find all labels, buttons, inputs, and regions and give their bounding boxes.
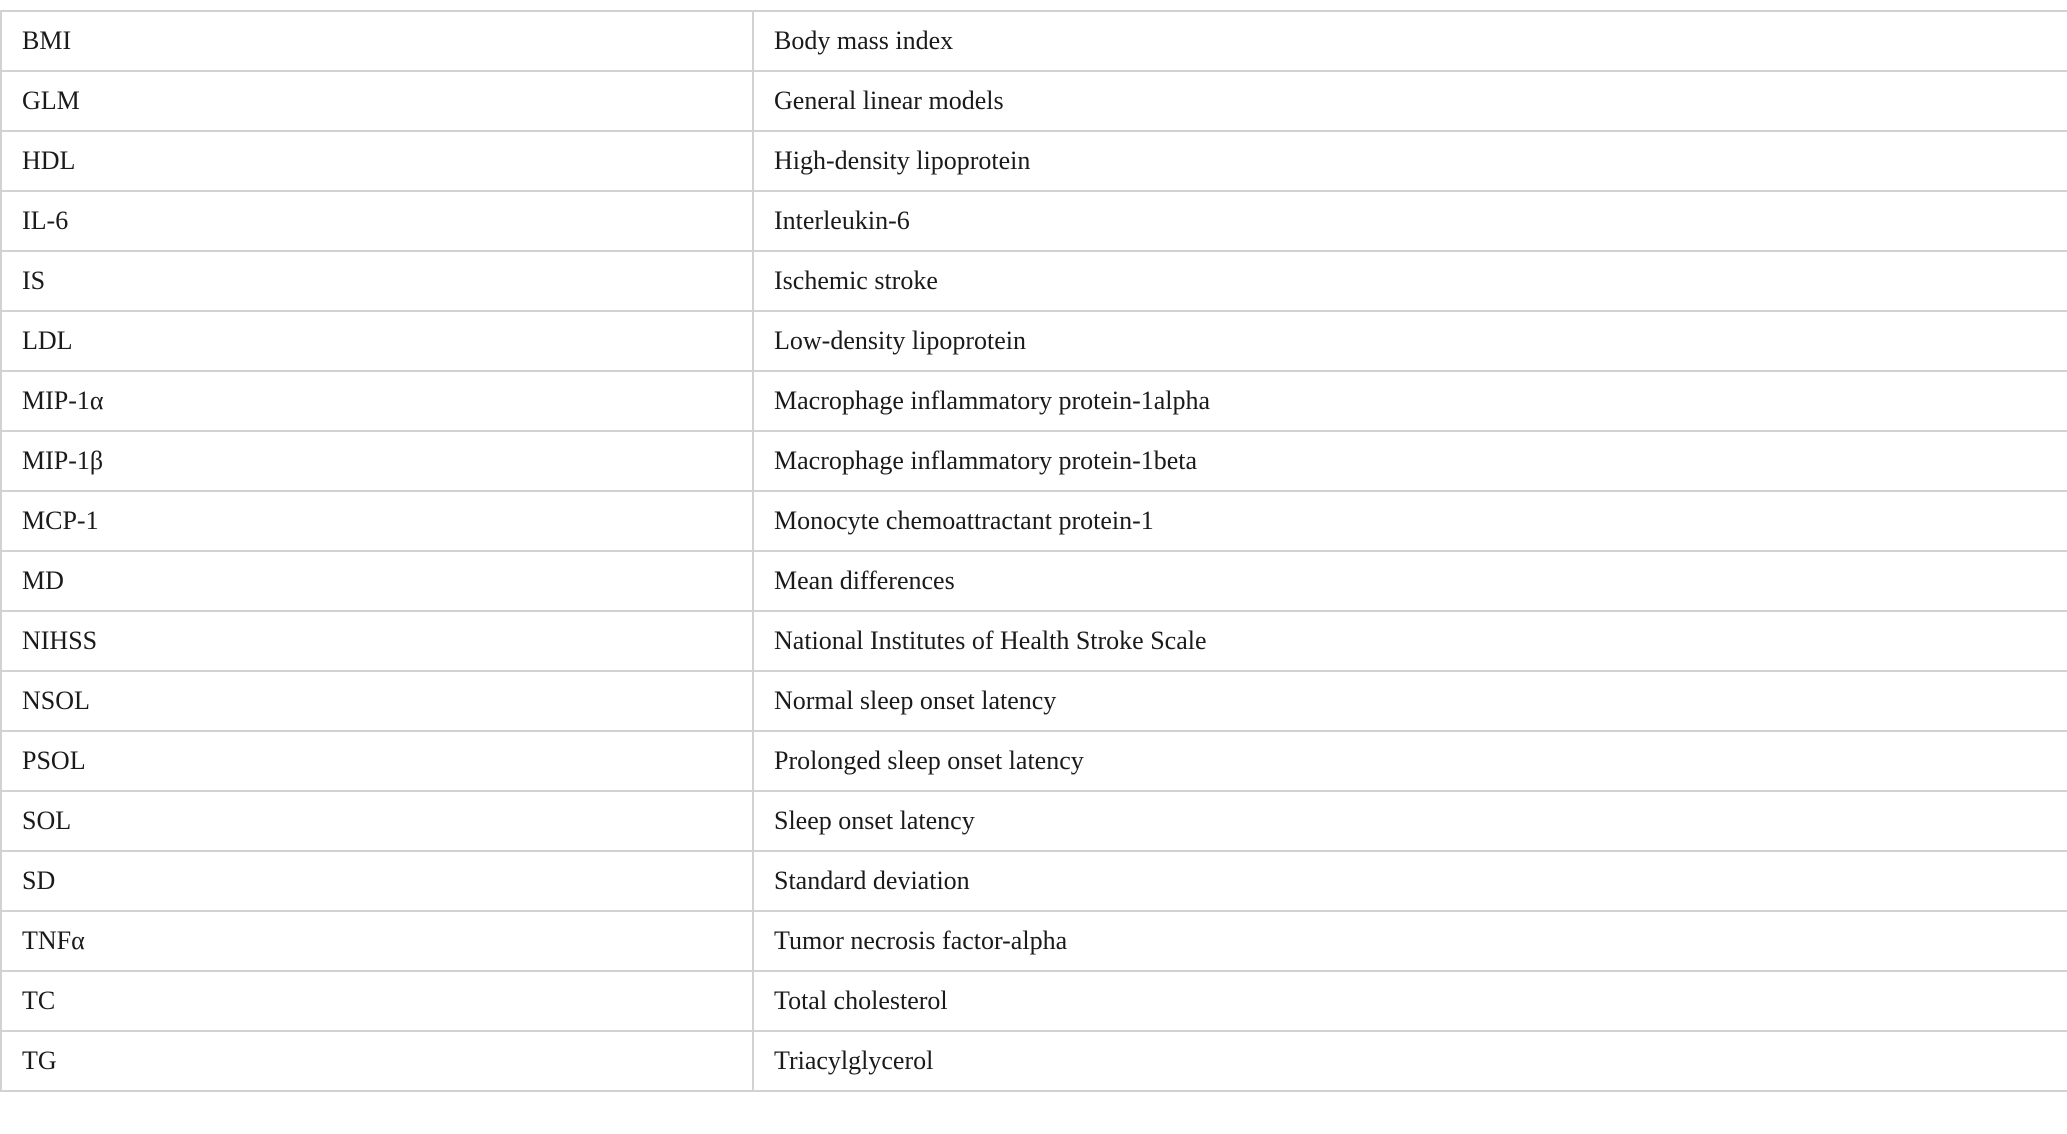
table-row [1, 671, 2067, 731]
table-row [1, 311, 2067, 371]
table-row [1, 611, 2067, 671]
abbreviation-cell: LDL [1, 311, 753, 371]
abbreviation-cell: TNFα [1, 911, 753, 971]
definition-cell: Interleukin-6 [753, 191, 2067, 251]
definition-cell: Total cholesterol [753, 971, 2067, 1031]
definition-cell: Standard deviation [753, 851, 2067, 911]
abbreviation-cell: IS [1, 251, 753, 311]
table-row [1, 251, 2067, 311]
definition-cell: Prolonged sleep onset latency [753, 731, 2067, 791]
abbreviation-cell: SD [1, 851, 753, 911]
definition-cell: Macrophage inflammatory protein-1beta [753, 431, 2067, 491]
definition-cell: General linear models [753, 71, 2067, 131]
definition-cell: Sleep onset latency [753, 791, 2067, 851]
table-row [1, 1031, 2067, 1091]
abbreviation-cell: SOL [1, 791, 753, 851]
abbreviation-cell: BMI [1, 11, 753, 71]
table-row [1, 71, 2067, 131]
definition-cell: Monocyte chemoattractant protein-1 [753, 491, 2067, 551]
table-row [1, 431, 2067, 491]
definition-cell: Ischemic stroke [753, 251, 2067, 311]
abbreviation-cell: PSOL [1, 731, 753, 791]
definition-cell: National Institutes of Health Stroke Scale [753, 611, 2067, 671]
abbreviation-cell: IL-6 [1, 191, 753, 251]
table-row [1, 11, 2067, 71]
definition-cell: Tumor necrosis factor-alpha [753, 911, 2067, 971]
abbreviation-cell: MD [1, 551, 753, 611]
abbreviation-cell: MIP-1β [1, 431, 753, 491]
abbreviation-cell: TC [1, 971, 753, 1031]
abbreviation-cell: HDL [1, 131, 753, 191]
abbreviations-table-container [0, 10, 2067, 1092]
definition-cell: Mean differences [753, 551, 2067, 611]
abbreviations-table-body [1, 11, 2067, 1091]
table-row [1, 551, 2067, 611]
table-row [1, 491, 2067, 551]
definition-cell: High-density lipoprotein [753, 131, 2067, 191]
definition-cell: Triacylglycerol [753, 1031, 2067, 1091]
table-row [1, 371, 2067, 431]
abbreviation-cell: TG [1, 1031, 753, 1091]
table-row [1, 791, 2067, 851]
abbreviation-cell: GLM [1, 71, 753, 131]
definition-cell: Body mass index [753, 11, 2067, 71]
table-row [1, 131, 2067, 191]
table-row [1, 971, 2067, 1031]
table-row [1, 191, 2067, 251]
table-row [1, 851, 2067, 911]
definition-cell: Macrophage inflammatory protein-1alpha [753, 371, 2067, 431]
abbreviation-cell: NIHSS [1, 611, 753, 671]
table-row [1, 731, 2067, 791]
abbreviations-table [0, 10, 2067, 1092]
abbreviation-cell: MIP-1α [1, 371, 753, 431]
definition-cell: Normal sleep onset latency [753, 671, 2067, 731]
abbreviation-cell: MCP-1 [1, 491, 753, 551]
definition-cell: Low-density lipoprotein [753, 311, 2067, 371]
abbreviation-cell: NSOL [1, 671, 753, 731]
table-row [1, 911, 2067, 971]
